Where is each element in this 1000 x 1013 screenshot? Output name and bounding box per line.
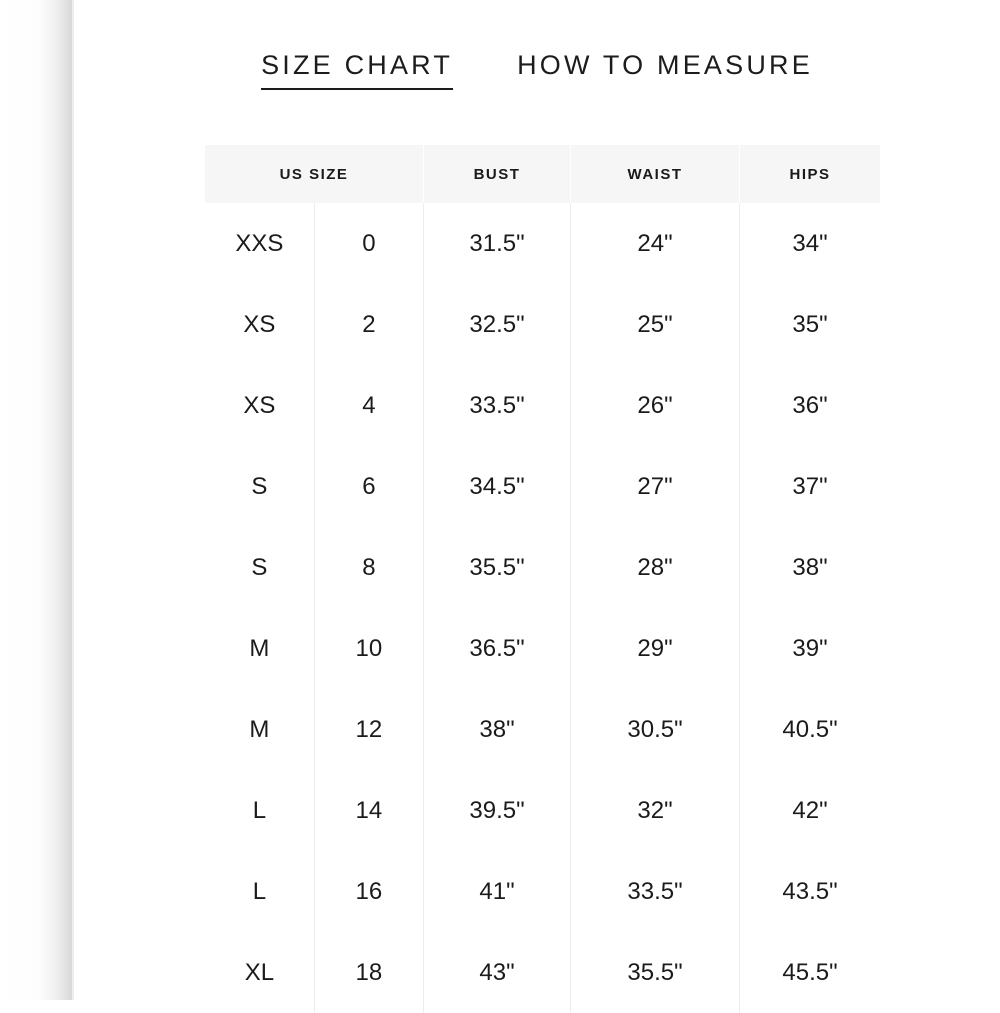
cell-hips: 36" <box>792 391 828 419</box>
cell-size-letter: XS <box>205 365 314 446</box>
table-row <box>205 365 880 446</box>
size-table-container <box>205 145 869 1013</box>
cell-waist: 29" <box>571 608 740 689</box>
tab-how-to-measure[interactable]: HOW TO MEASURE <box>517 50 813 80</box>
cell-bust: 31.5" <box>424 203 571 284</box>
tab-size-chart[interactable]: SIZE CHART <box>261 50 453 90</box>
cell-hips: 37" <box>792 472 828 500</box>
tab-bar <box>74 0 1000 90</box>
cell-size-letter: S <box>205 446 314 527</box>
cell-bust: 33.5" <box>424 365 571 446</box>
cell-size-letter: XXS <box>205 203 314 284</box>
cell-bust: 34.5" <box>424 446 571 527</box>
cell-waist: 26" <box>571 365 740 446</box>
cell-hips: 40.5" <box>782 715 838 743</box>
cell-size-number: 16 <box>314 851 423 932</box>
size-table-header <box>205 145 880 203</box>
cell-bust: 35.5" <box>424 527 571 608</box>
cell-bust: 41" <box>424 851 571 932</box>
cell-hips: 38" <box>792 553 828 581</box>
table-row <box>205 284 880 365</box>
cell-waist: 25" <box>571 284 740 365</box>
cell-bust: 32.5" <box>424 284 571 365</box>
cell-waist: 33.5" <box>571 851 740 932</box>
cell-waist: 35.5" <box>571 932 740 1013</box>
page-edge-shadow <box>0 0 72 1000</box>
cell-size-number: 14 <box>314 770 423 851</box>
cell-bust: 39.5" <box>424 770 571 851</box>
table-row <box>205 770 880 851</box>
table-row <box>205 851 880 932</box>
column-header-us-size: US SIZE <box>205 145 424 203</box>
size-table-body <box>205 203 880 1013</box>
table-row <box>205 689 880 770</box>
cell-hips: 45.5" <box>782 958 838 986</box>
cell-waist: 27" <box>571 446 740 527</box>
cell-hips: 34" <box>792 229 828 257</box>
table-row <box>205 203 880 284</box>
cell-size-number: 12 <box>314 689 423 770</box>
column-header-bust: BUST <box>424 145 571 203</box>
cell-size-number: 18 <box>314 932 423 1013</box>
cell-bust: 38" <box>424 689 571 770</box>
cell-bust: 36.5" <box>424 608 571 689</box>
cell-waist: 32" <box>571 770 740 851</box>
cell-waist: 24" <box>571 203 740 284</box>
cell-size-letter: L <box>205 851 314 932</box>
cell-hips: 35" <box>792 310 828 338</box>
cell-hips: 39" <box>792 634 828 662</box>
cell-size-number: 6 <box>314 446 423 527</box>
table-row <box>205 608 880 689</box>
table-row <box>205 527 880 608</box>
cell-hips: 42" <box>792 796 828 824</box>
cell-size-letter: L <box>205 770 314 851</box>
cell-size-number: 0 <box>314 203 423 284</box>
table-row <box>205 446 880 527</box>
cell-size-letter: M <box>205 689 314 770</box>
cell-waist: 28" <box>571 527 740 608</box>
cell-size-number: 10 <box>314 608 423 689</box>
table-header-row <box>205 145 880 203</box>
cell-size-number: 2 <box>314 284 423 365</box>
cell-size-letter: M <box>205 608 314 689</box>
column-header-waist: WAIST <box>571 145 740 203</box>
column-header-hips: HIPS <box>740 145 881 203</box>
cell-waist: 30.5" <box>571 689 740 770</box>
cell-size-letter: S <box>205 527 314 608</box>
table-row <box>205 932 880 1013</box>
cell-size-letter: XS <box>205 284 314 365</box>
size-chart-sheet <box>74 0 1000 1000</box>
size-table <box>205 145 880 1013</box>
cell-hips: 43.5" <box>782 877 838 905</box>
cell-size-letter: XL <box>205 932 314 1013</box>
cell-size-number: 8 <box>314 527 423 608</box>
cell-bust: 43" <box>424 932 571 1013</box>
cell-size-number: 4 <box>314 365 423 446</box>
